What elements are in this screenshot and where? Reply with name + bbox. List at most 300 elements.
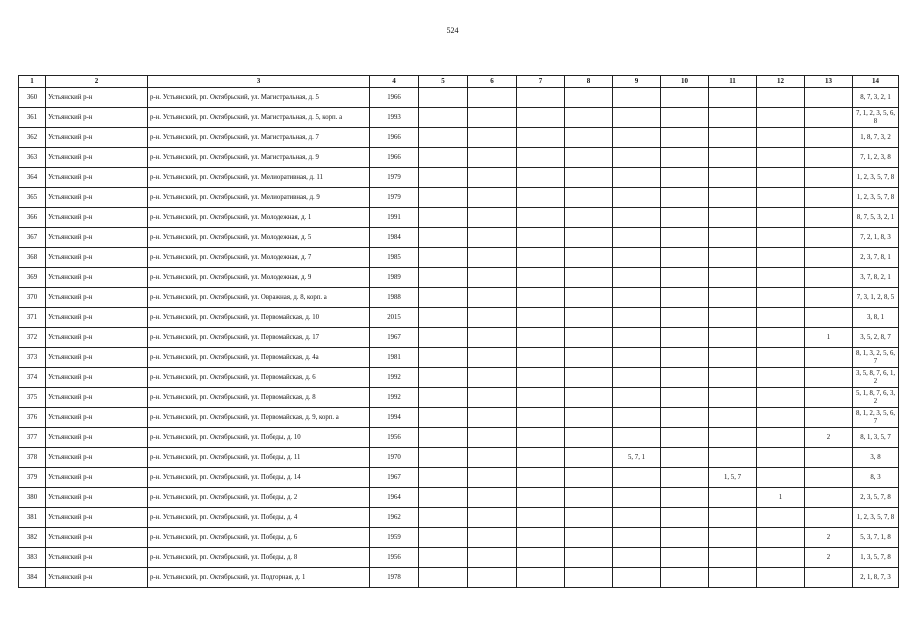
- col11-cell: [709, 488, 757, 508]
- col5-cell: [419, 268, 468, 288]
- col14-cell: 2, 1, 8, 7, 3: [853, 568, 899, 588]
- col12-cell: [757, 208, 805, 228]
- col10-cell: [661, 488, 709, 508]
- col9-cell: [613, 468, 661, 488]
- col9-cell: [613, 428, 661, 448]
- col9-cell: [613, 308, 661, 328]
- col6-cell: [468, 188, 517, 208]
- col14-cell: 3, 5, 2, 8, 7: [853, 328, 899, 348]
- col13-cell: [805, 268, 853, 288]
- col7-cell: [517, 508, 565, 528]
- district-cell: Устьянский р-н: [46, 468, 148, 488]
- col6-cell: [468, 228, 517, 248]
- col14-cell: 7, 2, 1, 8, 3: [853, 228, 899, 248]
- col9-cell: [613, 528, 661, 548]
- table-row: [19, 468, 899, 488]
- address-cell: р-н. Устьянский, рп. Октябрьский, ул. Мелиоративная, д. 9: [148, 188, 370, 208]
- year-cell: 1991: [370, 208, 419, 228]
- col10-cell: [661, 188, 709, 208]
- col7-cell: [517, 248, 565, 268]
- col7-cell: [517, 308, 565, 328]
- table-row: [19, 248, 899, 268]
- col10-cell: [661, 308, 709, 328]
- col11-cell: [709, 368, 757, 388]
- col11-cell: [709, 168, 757, 188]
- col10-cell: [661, 428, 709, 448]
- col7-cell: [517, 408, 565, 428]
- address-cell: р-н. Устьянский, рп. Октябрьский, ул. Победы, д. 2: [148, 488, 370, 508]
- address-cell: р-н. Устьянский, рп. Октябрьский, ул. Мелиоративная, д. 11: [148, 168, 370, 188]
- col13-cell: [805, 148, 853, 168]
- district-cell: Устьянский р-н: [46, 528, 148, 548]
- col5-cell: [419, 548, 468, 568]
- col9-cell: [613, 288, 661, 308]
- row-number-cell: 370: [19, 288, 46, 308]
- col7-cell: [517, 528, 565, 548]
- col6-cell: [468, 88, 517, 108]
- col11-cell: 1, 5, 7: [709, 468, 757, 488]
- table-row: [19, 308, 899, 328]
- col6-cell: [468, 348, 517, 368]
- district-cell: Устьянский р-н: [46, 488, 148, 508]
- district-cell: Устьянский р-н: [46, 248, 148, 268]
- district-cell: Устьянский р-н: [46, 368, 148, 388]
- col6-cell: [468, 208, 517, 228]
- col13-cell: [805, 508, 853, 528]
- col11-cell: [709, 508, 757, 528]
- col7-cell: [517, 428, 565, 448]
- table-body: [19, 88, 899, 588]
- col7-cell: [517, 448, 565, 468]
- district-cell: Устьянский р-н: [46, 408, 148, 428]
- row-number-cell: 373: [19, 348, 46, 368]
- year-cell: 1967: [370, 328, 419, 348]
- col6-cell: [468, 548, 517, 568]
- col12-cell: [757, 468, 805, 488]
- col14-cell: 3, 5, 8, 7, 6, 1, 2: [853, 368, 899, 388]
- col11-cell: [709, 328, 757, 348]
- district-cell: Устьянский р-н: [46, 128, 148, 148]
- row-number-cell: 372: [19, 328, 46, 348]
- col13-cell: [805, 488, 853, 508]
- col13-cell: [805, 468, 853, 488]
- col11-cell: [709, 188, 757, 208]
- col12-cell: [757, 228, 805, 248]
- col11-cell: [709, 308, 757, 328]
- col6-cell: [468, 408, 517, 428]
- district-cell: Устьянский р-н: [46, 348, 148, 368]
- col10-cell: [661, 228, 709, 248]
- address-cell: р-н. Устьянский, рп. Октябрьский, ул. Молодежная, д. 5: [148, 228, 370, 248]
- col10-cell: [661, 108, 709, 128]
- col6-cell: [468, 268, 517, 288]
- col14-cell: 5, 3, 7, 1, 8: [853, 528, 899, 548]
- col8-cell: [565, 488, 613, 508]
- year-cell: 2015: [370, 308, 419, 328]
- col10-cell: [661, 468, 709, 488]
- col7-cell: [517, 168, 565, 188]
- column-header-10: 10: [661, 76, 709, 88]
- col14-cell: 1, 2, 3, 5, 7, 8: [853, 508, 899, 528]
- column-header-14: 14: [853, 76, 899, 88]
- col12-cell: [757, 548, 805, 568]
- col11-cell: [709, 568, 757, 588]
- col12-cell: [757, 368, 805, 388]
- year-cell: 1970: [370, 448, 419, 468]
- table-row: [19, 348, 899, 368]
- address-cell: р-н. Устьянский, рп. Октябрьский, ул. Молодежная, д. 1: [148, 208, 370, 228]
- year-cell: 1985: [370, 248, 419, 268]
- col9-cell: [613, 328, 661, 348]
- year-cell: 1962: [370, 508, 419, 528]
- col9-cell: [613, 88, 661, 108]
- col10-cell: [661, 128, 709, 148]
- col10-cell: [661, 348, 709, 368]
- address-cell: р-н. Устьянский, рп. Октябрьский, ул. Первомайская, д. 4а: [148, 348, 370, 368]
- table-row: [19, 228, 899, 248]
- col7-cell: [517, 128, 565, 148]
- col13-cell: 2: [805, 528, 853, 548]
- col9-cell: [613, 508, 661, 528]
- address-cell: р-н. Устьянский, рп. Октябрьский, ул. Молодежная, д. 9: [148, 268, 370, 288]
- col12-cell: [757, 348, 805, 368]
- district-cell: Устьянский р-н: [46, 208, 148, 228]
- col7-cell: [517, 468, 565, 488]
- row-number-cell: 368: [19, 248, 46, 268]
- district-cell: Устьянский р-н: [46, 88, 148, 108]
- row-number-cell: 377: [19, 428, 46, 448]
- col9-cell: [613, 208, 661, 228]
- col5-cell: [419, 128, 468, 148]
- col8-cell: [565, 368, 613, 388]
- row-number-cell: 371: [19, 308, 46, 328]
- col14-cell: 8, 1, 3, 2, 5, 6, 7: [853, 348, 899, 368]
- col5-cell: [419, 168, 468, 188]
- table-row: [19, 108, 899, 128]
- col6-cell: [468, 508, 517, 528]
- year-cell: 1981: [370, 348, 419, 368]
- row-number-cell: 369: [19, 268, 46, 288]
- col8-cell: [565, 308, 613, 328]
- col7-cell: [517, 328, 565, 348]
- registry-table: [18, 75, 899, 588]
- col14-cell: 1, 2, 3, 5, 7, 8: [853, 188, 899, 208]
- year-cell: 1988: [370, 288, 419, 308]
- col12-cell: [757, 248, 805, 268]
- col9-cell: [613, 388, 661, 408]
- col5-cell: [419, 208, 468, 228]
- col8-cell: [565, 468, 613, 488]
- address-cell: р-н. Устьянский, рп. Октябрьский, ул. Первомайская, д. 10: [148, 308, 370, 328]
- year-cell: 1966: [370, 148, 419, 168]
- col5-cell: [419, 248, 468, 268]
- col13-cell: [805, 168, 853, 188]
- col11-cell: [709, 248, 757, 268]
- col14-cell: 1, 8, 7, 3, 2: [853, 128, 899, 148]
- col5-cell: [419, 88, 468, 108]
- col9-cell: [613, 148, 661, 168]
- row-number-cell: 362: [19, 128, 46, 148]
- col14-cell: 3, 7, 8, 2, 1: [853, 268, 899, 288]
- year-cell: 1979: [370, 188, 419, 208]
- col12-cell: 1: [757, 488, 805, 508]
- year-cell: 1992: [370, 368, 419, 388]
- col5-cell: [419, 308, 468, 328]
- col12-cell: [757, 328, 805, 348]
- col14-cell: 5, 1, 8, 7, 6, 3, 2: [853, 388, 899, 408]
- col11-cell: [709, 288, 757, 308]
- col10-cell: [661, 268, 709, 288]
- district-cell: Устьянский р-н: [46, 148, 148, 168]
- col13-cell: [805, 228, 853, 248]
- col8-cell: [565, 148, 613, 168]
- col13-cell: [805, 128, 853, 148]
- column-header-7: 7: [517, 76, 565, 88]
- header-row: [19, 76, 899, 88]
- col8-cell: [565, 288, 613, 308]
- table-header: [19, 76, 899, 88]
- table-row: [19, 488, 899, 508]
- row-number-cell: 381: [19, 508, 46, 528]
- col8-cell: [565, 88, 613, 108]
- row-number-cell: 378: [19, 448, 46, 468]
- col13-cell: [805, 348, 853, 368]
- col13-cell: [805, 288, 853, 308]
- address-cell: р-н. Устьянский, рп. Октябрьский, ул. Молодежная, д. 7: [148, 248, 370, 268]
- col9-cell: [613, 488, 661, 508]
- col10-cell: [661, 148, 709, 168]
- table-row: [19, 328, 899, 348]
- page-number: 524: [446, 26, 459, 35]
- col13-cell: [805, 208, 853, 228]
- address-cell: р-н. Устьянский, рп. Октябрьский, ул. Победы, д. 4: [148, 508, 370, 528]
- col11-cell: [709, 348, 757, 368]
- year-cell: 1967: [370, 468, 419, 488]
- row-number-cell: 367: [19, 228, 46, 248]
- table-row: [19, 148, 899, 168]
- col10-cell: [661, 168, 709, 188]
- col12-cell: [757, 508, 805, 528]
- row-number-cell: 366: [19, 208, 46, 228]
- table-row: [19, 288, 899, 308]
- col10-cell: [661, 528, 709, 548]
- district-cell: Устьянский р-н: [46, 268, 148, 288]
- col12-cell: [757, 268, 805, 288]
- year-cell: 1994: [370, 408, 419, 428]
- table-row: [19, 508, 899, 528]
- col12-cell: [757, 448, 805, 468]
- col5-cell: [419, 228, 468, 248]
- col6-cell: [468, 528, 517, 548]
- col7-cell: [517, 228, 565, 248]
- col10-cell: [661, 248, 709, 268]
- col11-cell: [709, 448, 757, 468]
- col11-cell: [709, 388, 757, 408]
- col13-cell: [805, 248, 853, 268]
- year-cell: 1959: [370, 528, 419, 548]
- col6-cell: [468, 168, 517, 188]
- col5-cell: [419, 108, 468, 128]
- col14-cell: 8, 3: [853, 468, 899, 488]
- col6-cell: [468, 248, 517, 268]
- table-row: [19, 388, 899, 408]
- col10-cell: [661, 208, 709, 228]
- col12-cell: [757, 188, 805, 208]
- col13-cell: [805, 308, 853, 328]
- col8-cell: [565, 208, 613, 228]
- col9-cell: 5, 7, 1: [613, 448, 661, 468]
- col5-cell: [419, 148, 468, 168]
- col14-cell: 2, 3, 5, 7, 8: [853, 488, 899, 508]
- col5-cell: [419, 508, 468, 528]
- col5-cell: [419, 348, 468, 368]
- col10-cell: [661, 408, 709, 428]
- row-number-cell: 376: [19, 408, 46, 428]
- column-header-6: 6: [468, 76, 517, 88]
- address-cell: р-н. Устьянский, рп. Октябрьский, ул. Магистральная, д. 7: [148, 128, 370, 148]
- address-cell: р-н. Устьянский, рп. Октябрьский, ул. Победы, д. 8: [148, 548, 370, 568]
- table-row: [19, 88, 899, 108]
- table-row: [19, 568, 899, 588]
- col6-cell: [468, 308, 517, 328]
- col8-cell: [565, 568, 613, 588]
- col12-cell: [757, 408, 805, 428]
- col12-cell: [757, 288, 805, 308]
- col8-cell: [565, 548, 613, 568]
- col8-cell: [565, 268, 613, 288]
- table-row: [19, 168, 899, 188]
- table-row: [19, 268, 899, 288]
- col7-cell: [517, 208, 565, 228]
- table-row: [19, 188, 899, 208]
- col12-cell: [757, 528, 805, 548]
- col5-cell: [419, 468, 468, 488]
- col10-cell: [661, 368, 709, 388]
- row-number-cell: 360: [19, 88, 46, 108]
- col8-cell: [565, 408, 613, 428]
- col13-cell: [805, 108, 853, 128]
- year-cell: 1956: [370, 548, 419, 568]
- col14-cell: 1, 3, 5, 7, 8: [853, 548, 899, 568]
- col12-cell: [757, 388, 805, 408]
- col12-cell: [757, 428, 805, 448]
- col13-cell: 1: [805, 328, 853, 348]
- row-number-cell: 379: [19, 468, 46, 488]
- address-cell: р-н. Устьянский, рп. Октябрьский, ул. Победы, д. 6: [148, 528, 370, 548]
- col11-cell: [709, 408, 757, 428]
- table-row: [19, 408, 899, 428]
- column-header-8: 8: [565, 76, 613, 88]
- col7-cell: [517, 268, 565, 288]
- col7-cell: [517, 288, 565, 308]
- col11-cell: [709, 268, 757, 288]
- table-row: [19, 448, 899, 468]
- address-cell: р-н. Устьянский, рп. Октябрьский, ул. Магистральная, д. 5: [148, 88, 370, 108]
- col6-cell: [468, 148, 517, 168]
- col9-cell: [613, 108, 661, 128]
- row-number-cell: 380: [19, 488, 46, 508]
- col9-cell: [613, 348, 661, 368]
- col8-cell: [565, 388, 613, 408]
- col9-cell: [613, 408, 661, 428]
- address-cell: р-н. Устьянский, рп. Октябрьский, ул. Магистральная, д. 9: [148, 148, 370, 168]
- col12-cell: [757, 108, 805, 128]
- col7-cell: [517, 188, 565, 208]
- col14-cell: 3, 8: [853, 448, 899, 468]
- year-cell: 1984: [370, 228, 419, 248]
- address-cell: р-н. Устьянский, рп. Октябрьский, ул. Победы, д. 11: [148, 448, 370, 468]
- col8-cell: [565, 188, 613, 208]
- col14-cell: 8, 7, 5, 3, 2, 1: [853, 208, 899, 228]
- col11-cell: [709, 548, 757, 568]
- col7-cell: [517, 108, 565, 128]
- table-row: [19, 128, 899, 148]
- col8-cell: [565, 168, 613, 188]
- col14-cell: 7, 3, 1, 2, 8, 5: [853, 288, 899, 308]
- col8-cell: [565, 428, 613, 448]
- address-cell: р-н. Устьянский, рп. Октябрьский, ул. Первомайская, д. 17: [148, 328, 370, 348]
- col13-cell: [805, 368, 853, 388]
- district-cell: Устьянский р-н: [46, 568, 148, 588]
- district-cell: Устьянский р-н: [46, 228, 148, 248]
- column-header-5: 5: [419, 76, 468, 88]
- col8-cell: [565, 228, 613, 248]
- col11-cell: [709, 228, 757, 248]
- district-cell: Устьянский р-н: [46, 308, 148, 328]
- col10-cell: [661, 328, 709, 348]
- col7-cell: [517, 348, 565, 368]
- column-header-9: 9: [613, 76, 661, 88]
- table-row: [19, 548, 899, 568]
- col9-cell: [613, 248, 661, 268]
- col6-cell: [468, 108, 517, 128]
- col8-cell: [565, 248, 613, 268]
- col14-cell: 8, 1, 2, 3, 5, 6, 7: [853, 408, 899, 428]
- col7-cell: [517, 488, 565, 508]
- col7-cell: [517, 368, 565, 388]
- address-cell: р-н. Устьянский, рп. Октябрьский, ул. Овражная, д. 8, корп. а: [148, 288, 370, 308]
- address-cell: р-н. Устьянский, рп. Октябрьский, ул. Подгорная, д. 1: [148, 568, 370, 588]
- district-cell: Устьянский р-н: [46, 168, 148, 188]
- col8-cell: [565, 108, 613, 128]
- column-header-12: 12: [757, 76, 805, 88]
- row-number-cell: 382: [19, 528, 46, 548]
- col5-cell: [419, 328, 468, 348]
- district-cell: Устьянский р-н: [46, 548, 148, 568]
- district-cell: Устьянский р-н: [46, 448, 148, 468]
- col9-cell: [613, 128, 661, 148]
- col7-cell: [517, 568, 565, 588]
- col6-cell: [468, 368, 517, 388]
- row-number-cell: 384: [19, 568, 46, 588]
- col5-cell: [419, 428, 468, 448]
- col9-cell: [613, 228, 661, 248]
- col6-cell: [468, 328, 517, 348]
- col10-cell: [661, 508, 709, 528]
- col11-cell: [709, 88, 757, 108]
- column-header-2: 2: [46, 76, 148, 88]
- col12-cell: [757, 308, 805, 328]
- col8-cell: [565, 508, 613, 528]
- col9-cell: [613, 168, 661, 188]
- district-cell: Устьянский р-н: [46, 108, 148, 128]
- col7-cell: [517, 388, 565, 408]
- col10-cell: [661, 288, 709, 308]
- year-cell: 1989: [370, 268, 419, 288]
- table-row: [19, 208, 899, 228]
- col13-cell: [805, 408, 853, 428]
- col6-cell: [468, 448, 517, 468]
